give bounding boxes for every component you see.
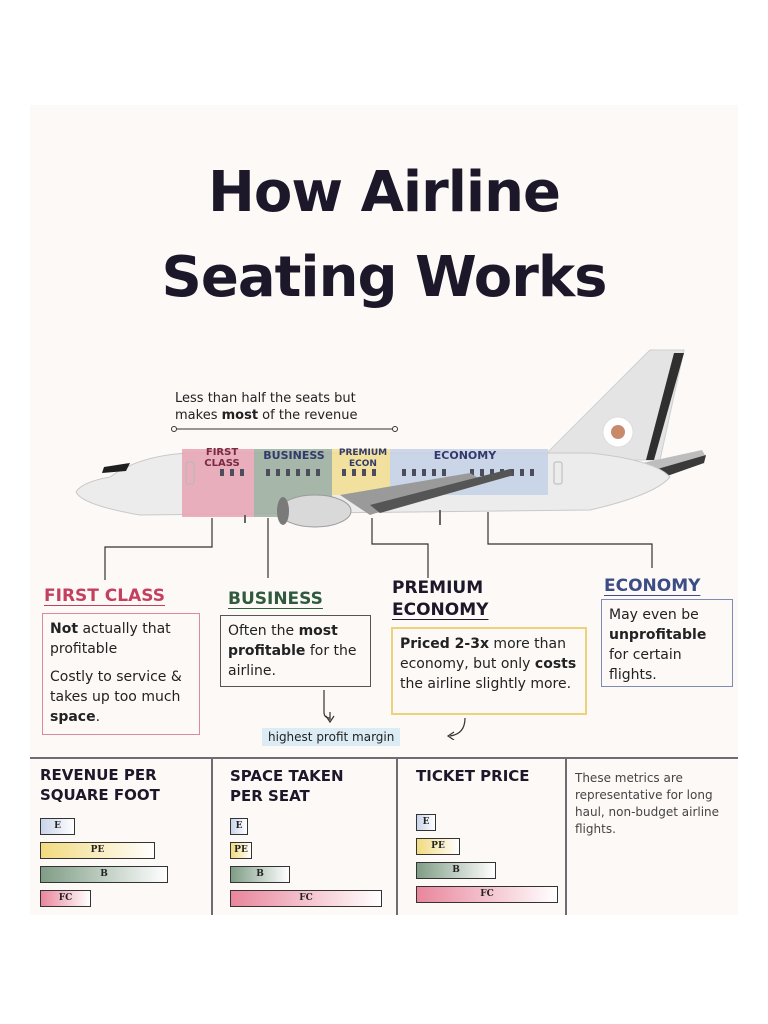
metric-bar-fc: FC: [40, 890, 91, 907]
highest-profit-margin-label: highest profit margin: [262, 728, 400, 746]
plane-label-business: BUSINESS: [263, 449, 325, 462]
revenue-note-line-2: makes most of the revenue: [175, 408, 358, 423]
metrics-top-divider: [30, 757, 738, 759]
metric-bar-b: B: [40, 866, 168, 883]
metric-bar-pe: PE: [40, 842, 155, 859]
metrics-divider-1: [211, 757, 213, 915]
metric-bar-e: E: [230, 818, 248, 835]
metric-bar-fc: FC: [230, 890, 382, 907]
metric-revenue-bars: [40, 818, 200, 913]
first-class-heading: FIRST CLASS: [44, 586, 165, 606]
metric-revenue-heading: REVENUE PER SQUARE FOOT: [40, 766, 160, 804]
metric-ticket-bars: [416, 814, 562, 909]
metrics-divider-2: [396, 757, 398, 915]
plane-label-economy: ECONOMY: [433, 449, 497, 462]
business-text: Often the most profitable for the airline.: [228, 623, 357, 679]
first-class-text-2: Costly to service & takes up too much space.: [50, 669, 182, 725]
metric-bar-b: B: [230, 866, 290, 883]
title-line-1: How Airline: [208, 160, 560, 225]
metric-bar-pe: PE: [416, 838, 460, 855]
revenue-note-line-1: Less than half the seats but: [175, 391, 356, 406]
economy-text: May even be unprofitable for certain flights.: [609, 607, 707, 683]
economy-box: [601, 599, 733, 687]
business-heading: BUSINESS: [228, 589, 323, 609]
metric-space-heading: SPACE TAKEN PER SEAT: [230, 767, 344, 805]
metric-bar-pe: PE: [230, 842, 252, 859]
metric-bar-e: E: [40, 818, 75, 835]
business-box: [220, 615, 371, 687]
metric-space-bars: [230, 818, 388, 913]
premium-economy-heading: PREMIUM ECONOMY: [392, 578, 489, 620]
metric-bar-b: B: [416, 862, 496, 879]
plane-label-premium: PREMIUM ECON: [338, 448, 388, 469]
first-class-box: [42, 613, 200, 735]
metric-bar-e: E: [416, 814, 436, 831]
premium-economy-text: Priced 2-3x more than economy, but only costs the airline slightly more.: [400, 636, 577, 692]
economy-heading: ECONOMY: [604, 576, 701, 596]
metrics-note: These metrics are representative for long haul, non-budget airline flights.: [575, 771, 720, 836]
metrics-divider-3: [565, 757, 567, 915]
metric-ticket-heading: TICKET PRICE: [416, 767, 530, 785]
title-line-2: Seating Works: [161, 245, 607, 310]
first-class-text-1: Not actually that profitable: [50, 621, 171, 657]
plane-label-first-class: FIRST CLASS: [204, 447, 240, 469]
metric-bar-fc: FC: [416, 886, 558, 903]
